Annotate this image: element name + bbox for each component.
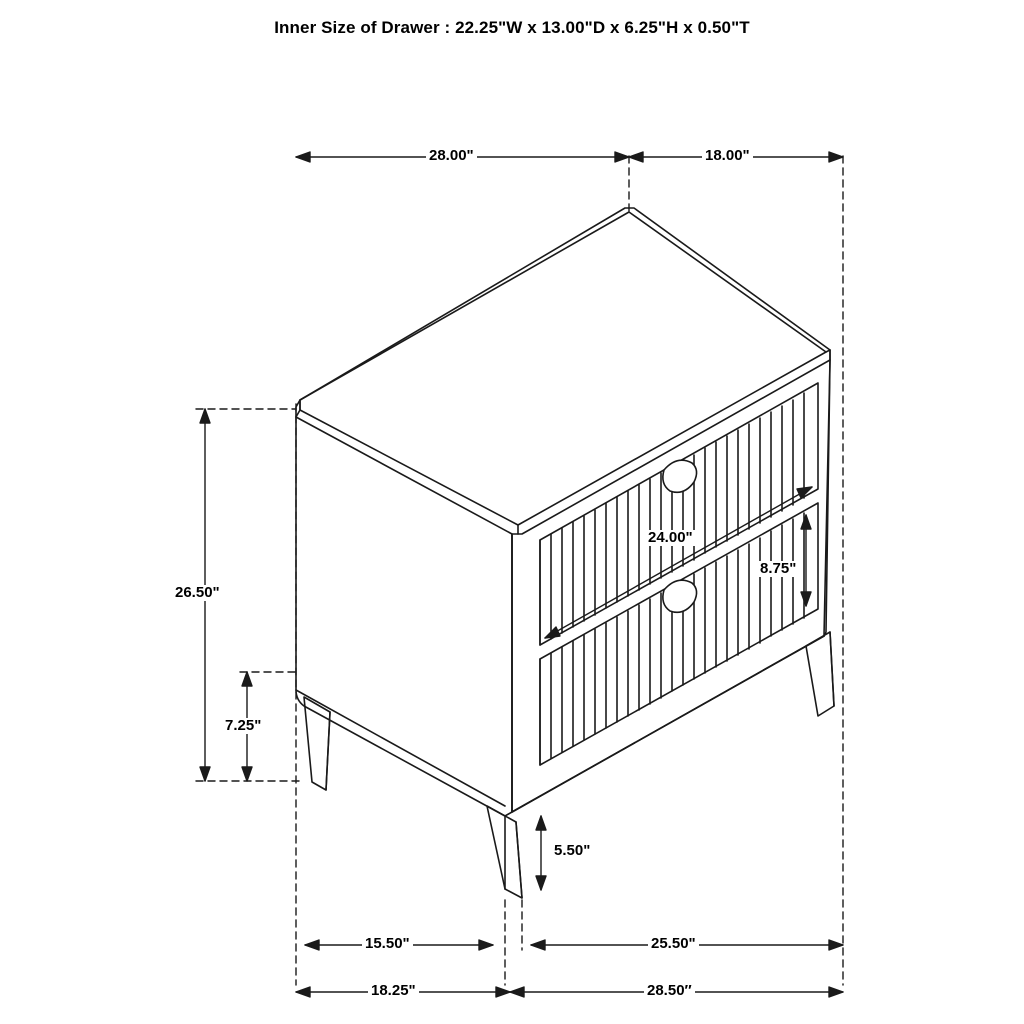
- top-panel: [296, 208, 830, 534]
- dim-label-top-width: 28.00": [426, 148, 477, 164]
- dim-label-leg-height: 7.25": [222, 718, 264, 734]
- dim-label-bottom-depth: 18.25": [368, 983, 419, 999]
- dim-label-drawer-height: 8.75": [757, 561, 799, 577]
- cabinet-body: [296, 350, 830, 816]
- dim-label-base-side: 25.50": [648, 936, 699, 952]
- dim-label-top-depth: 18.00": [702, 148, 753, 164]
- page-title: Inner Size of Drawer : 22.25"W x 13.00"D x 6.25"H x 0.50"T: [274, 18, 750, 37]
- dim-label-bottom-width: 28.50″: [644, 983, 695, 999]
- dim-label-leg-taper: 5.50": [551, 843, 593, 859]
- dim-label-overall-height: 26.50": [172, 585, 223, 601]
- dim-label-base-front-left: 15.50": [362, 936, 413, 952]
- dim-label-drawer-width: 24.00": [645, 530, 696, 546]
